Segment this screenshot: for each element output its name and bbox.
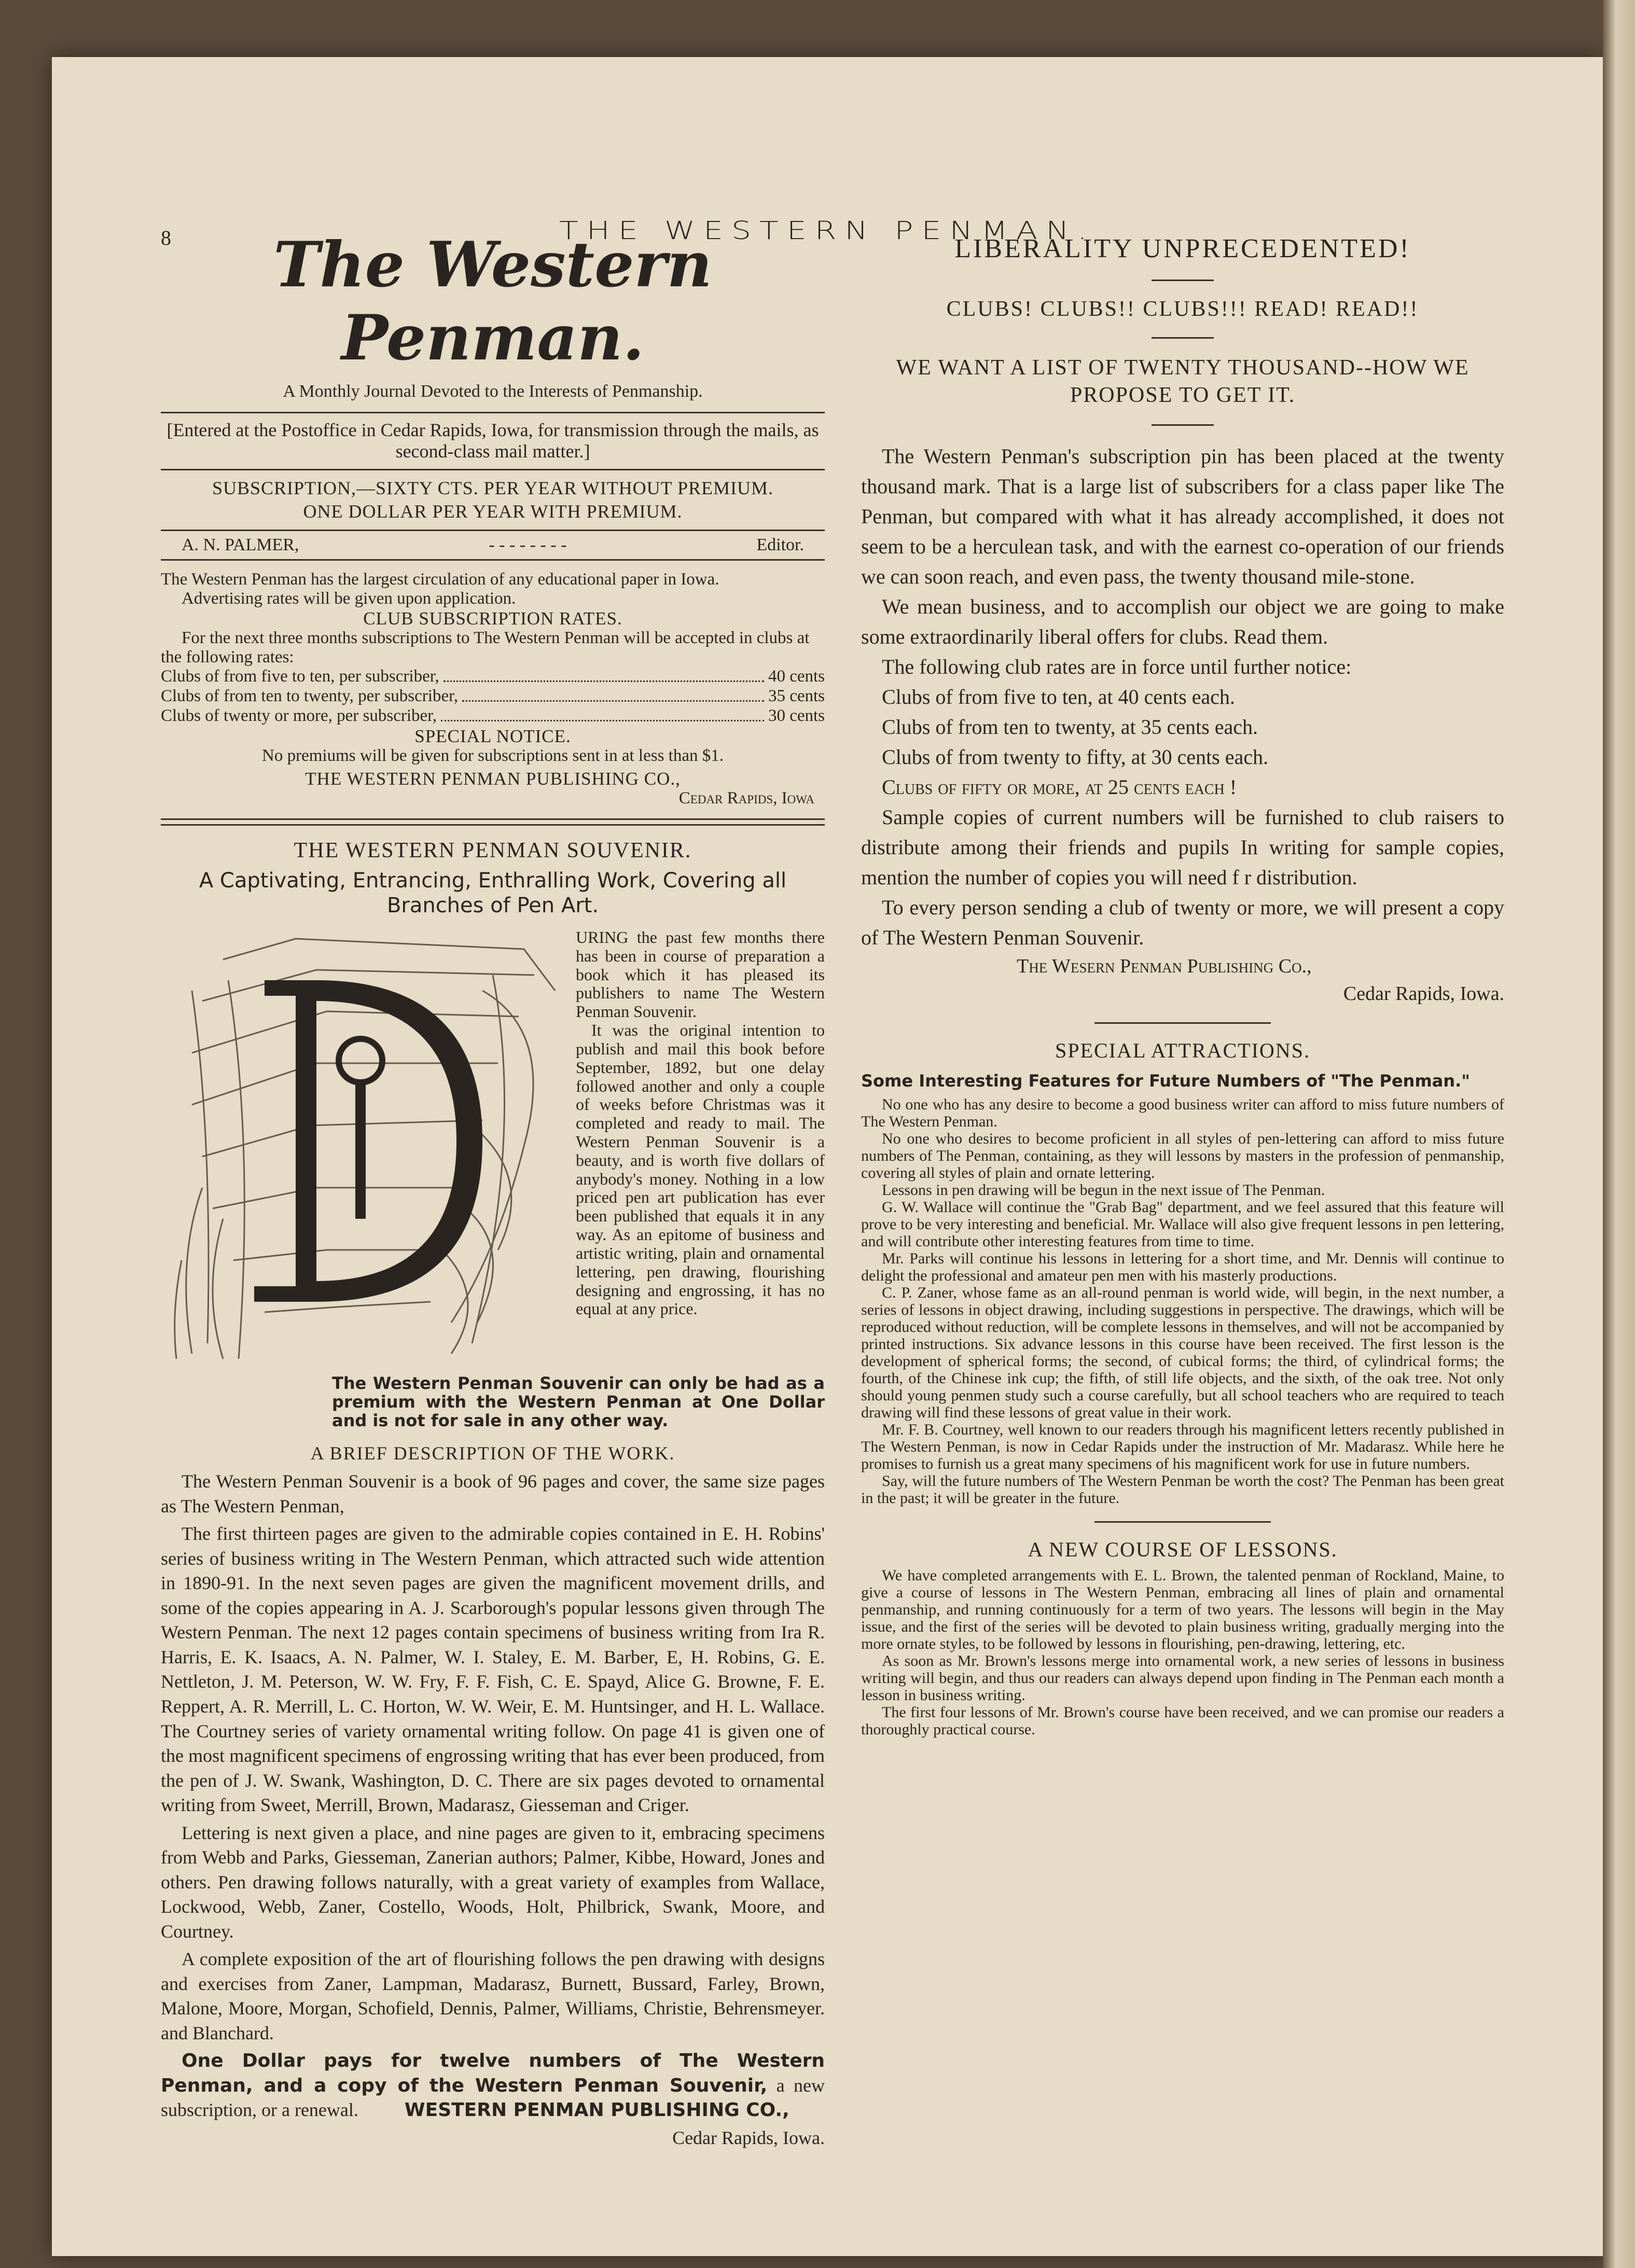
brief-description-heading: A BRIEF DESCRIPTION OF THE WORK. — [310, 1443, 675, 1464]
paragraph: Mr. F. B. Courtney, well known to our readers through his magnificent letters recently published in The Western Penman, is now in Cedar Rapids under the instruction of Mr. Madarasz. While here he promises to furnish us a great many specimens of his magnificent work for use in future numbers. — [861, 1421, 1504, 1473]
clubs-line: CLUBS! CLUBS!! CLUBS!!! READ! READ!! — [946, 297, 1419, 321]
intro-paragraph-2: It was the original intention to publish and mail this book before September, 1892, but one delay followed another and only a couple of weeks before Christmas was it completed and ready to mail. The Western Penman Souvenir is a beauty, and is worth five dollars of anybody's money. Nothing in a low priced pen art publication has ever been published that equals it in any way. As an epitome of business and artistic writing, plain and ornamental lettering, pen drawing, flourishing designing and engrossing, it has no equal at any price. — [576, 1021, 825, 1318]
signature-city: Cedar Rapids, Iowa. — [1343, 983, 1504, 1005]
editor-name: A. N. PALMER, — [182, 535, 299, 554]
special-notice-text: No premiums will be given for subscriptions sent in at less than $1. — [262, 746, 724, 765]
want-line: WE WANT A LIST OF TWENTY THOUSAND--HOW WE PROPOSE TO GET IT. — [896, 356, 1470, 407]
features-heading: Some Interesting Features for Future Numbers of "The Penman." — [861, 1071, 1470, 1091]
editor-line — [182, 535, 804, 555]
signature-publisher: The Wesern Penman Publishing Co., — [1017, 955, 1312, 977]
editor-role: Editor. — [756, 535, 804, 554]
rate-row: Clubs of twenty or more, per subscriber, 30 cents — [161, 706, 825, 725]
brief-description-body — [161, 1469, 825, 2150]
paragraph: The following club rates are in force until further notice: — [882, 655, 1352, 678]
paragraph: No one who has any desire to become a good business writer can afford to miss future numbers of The Western Penman. — [861, 1096, 1504, 1131]
rate-row: Clubs of fifty or more, at 25 cents each ! — [882, 775, 1237, 799]
rate-row: Clubs of from ten to twenty, at 35 cents each. — [882, 715, 1258, 739]
club-rates-intro: For the next three months subscriptions to The Western Penman will be accepted in clubs at the following rates: — [161, 628, 810, 666]
paragraph: A complete exposition of the art of flourishing follows the pen drawing with designs and exercises from Zaner, Lampman, Madarasz, Burnett, Bussard, Farley, Brown, Malone, Moore, Morgan, Schofield, Dennis, Palmer, Williams, Christie, Behrensmeyer. and Blanchard. — [161, 1949, 825, 2043]
entered-notice: [Entered at the Postoffice in Cedar Rapids, Iowa, for transmission through the mails, as second-class mail matter.] — [167, 420, 819, 462]
souvenir-premium-note: The Western Penman Souvenir can only be had as a premium with the Western Penman at One Dollar and is not for sale in any other way. — [332, 1373, 825, 1430]
special-attractions-heading: SPECIAL ATTRACTIONS. — [1055, 1039, 1310, 1063]
paragraph: Sample copies of current numbers will be furnished to club raisers to distribute among their friends and pupils In writing for sample copies, mention the number of copies you will need f r distribution. — [861, 805, 1504, 889]
short-divider — [1152, 280, 1214, 281]
paragraph: The first four lessons of Mr. Brown's course have been received, and we can promise our readers a thoroughly practical course. — [861, 1704, 1504, 1738]
liberality-body — [861, 441, 1504, 682]
ornamental-dropcap-d — [161, 928, 576, 1364]
liberality-headline: LIBERALITY UNPRECEDENTED! — [954, 234, 1411, 263]
new-course-heading: A NEW COURSE OF LESSONS. — [1028, 1538, 1338, 1562]
divider — [1094, 1521, 1271, 1523]
rate-row: Clubs of from twenty to fifty, at 30 cents each. — [882, 745, 1268, 769]
paragraph: The Western Penman Souvenir is a book of 96 pages and cover, the same size pages as The Western Penman, — [161, 1471, 825, 1516]
closing-offer: One Dollar pays for twelve numbers of The Western Penman, and a copy of the Western Penman Souvenir, a new subscription, or a renewal. WESTERN PENMAN PUBLISHING CO., — [161, 2050, 825, 2121]
right-column — [861, 228, 1504, 1738]
divider — [161, 530, 825, 531]
paragraph: We have completed arrangements with E. L. Brown, the talented penman of Rockland, Maine, to give a course of lessons in The Western Penman, embracing all lines of plain and ornamental penmanship, and running continuously for a term of two years. The lessons will begin in the May issue, and the first of the series will be devoted to plain business writing, gradually merging into the more ornate styles, to be followed by lessons in flourishing, pen-drawing, lettering, etc. — [861, 1567, 1504, 1653]
rate-row: Clubs of from five to ten, at 40 cents each. — [882, 685, 1235, 708]
paragraph: The first thirteen pages are given to the admirable copies contained in E. H. Robins' series of business writing in The Western Penman, which attracted such wide attention in 1890-91. In the next seven pages are given the magnificent movement drills, and some of the copies appearing in A. J. Scarborough's popular lessons given through The Western Penman. The next 12 pages contain specimens of business writing from Ira R. Harris, E. K. Isaacs, A. N. Palmer, W. I. Staley, E. M. Barber, E, H. Robins, G. E. Nettleton, J. M. Peterson, W. W. Fry, F. F. Fish, C. E. Spayd, Alice G. Browne, F. E. Reppert, A. R. Merrill, L. C. Horton, W. W. Weir, E. M. Huntsinger, and H. L. Wallace. The Courtney series of variety ornamental writing follow. On page 41 is given one of the most magnificent specimens of engrossing writing that has ever been produced, from the pen of J. W. Swank, Washington, D. C. There are six pages devoted to ornamental writing from Sweet, Merrill, Brown, Madarasz, Giesseman and Criger. — [161, 1523, 825, 1816]
divider — [161, 469, 825, 470]
publisher-city: Cedar Rapids, Iowa — [678, 788, 814, 808]
paragraph: As soon as Mr. Brown's lessons merge into ornamental work, a new series of lessons in business writing will begin, and thus our readers can always depend upon finding in The Penman each month a lesson in business writing. — [861, 1652, 1504, 1704]
paragraph: The Western Penman's subscription pin has been placed at the twenty thousand mark. That is a large list of subscribers for a class paper like The Penman, but compared with what it has already accomplished, it does not seem to be a herculean task, and with the earnest co-operation of our friends we can soon reach, and even pass, the twenty thousand mile-stone. — [861, 444, 1504, 588]
short-divider — [1152, 337, 1214, 339]
souvenir-subheading: A Captivating, Entrancing, Enthralling Work, Covering all Branches of Pen Art. — [199, 868, 787, 917]
editor-dashes: - - - - - - - - — [489, 535, 567, 554]
paragraph: G. W. Wallace will continue the "Grab Bag" department, and we feel assured that this feature will prove to be very interesting and beneficial. Mr. Wallace will also give frequent lessons in pen lettering, and will contribute other interesting features from time to time. — [861, 1199, 1504, 1250]
short-divider — [1152, 424, 1214, 426]
souvenir-intro — [161, 928, 825, 1374]
club-rates-list — [161, 667, 825, 726]
divider — [161, 559, 825, 561]
paragraph: To every person sending a club of twenty or more, we will present a copy of The Western Penman Souvenir. — [861, 896, 1504, 949]
subscription-line-2: ONE DOLLAR PER YEAR WITH PREMIUM. — [303, 500, 683, 522]
next-page-edge — [1603, 0, 1635, 2268]
souvenir-heading: THE WESTERN PENMAN SOUVENIR. — [294, 838, 692, 862]
masthead: THE WESTERN PENMAN. — [559, 216, 1096, 245]
page-number: 8 — [161, 226, 171, 249]
rate-row: Clubs of from ten to twenty, per subscriber, 35 cents — [161, 686, 825, 705]
paragraph: Mr. Parks will continue his lessons in lettering for a short time, and Mr. Dennis will continue to delight the professional and amateur pen men with his masterly productions. — [861, 1250, 1504, 1285]
paragraph: No one who desires to become proficient in all styles of pen-lettering can afford to miss future numbers of The Penman, containing, as they will lessons by masters in the profession of penmanship, covering all styles of plain and ornate lettering. — [861, 1130, 1504, 1182]
club-rates-heading: CLUB SUBSCRIPTION RATES. — [363, 608, 622, 629]
publisher-name: THE WESTERN PENMAN PUBLISHING CO., — [305, 768, 681, 789]
new-course-body — [861, 1567, 1504, 1738]
advertising-note: Advertising rates will be given upon application. — [182, 589, 516, 608]
paragraph: We mean business, and to accomplish our object we are going to make some extraordinarily liberal offers for clubs. Read them. — [861, 595, 1504, 648]
divider — [161, 412, 825, 413]
paragraph: Lettering is next given a place, and nine pages are given to it, embracing specimens from Webb and Parks, Giesseman, Zanerian authors; Palmer, Kibbe, Howard, Jones and others. Pen drawing follows naturally, with a great variety of examples from Wallace, Lockwood, Webb, Zaner, Costello, Woods, Holt, Philbrick, Swank, Moore, and Courtney. — [161, 1822, 825, 1942]
paragraph: Lessons in pen drawing will be begun in the next issue of The Penman. — [882, 1181, 1325, 1199]
paragraph: Say, will the future numbers of The Western Penman be worth the cost? The Penman has been great in the past; it will be greater in the future. — [861, 1472, 1504, 1507]
journal-title: The Western Penman. — [273, 228, 712, 374]
subscription-line-1: SUBSCRIPTION,—SIXTY CTS. PER YEAR WITHOUT PREMIUM. — [212, 477, 774, 498]
double-divider — [161, 818, 825, 826]
liberality-body-2 — [861, 802, 1504, 953]
left-column — [161, 228, 825, 2150]
special-notice-heading: SPECIAL NOTICE. — [414, 726, 571, 746]
rate-row: Clubs of from five to ten, per subscriber, 40 cents — [161, 666, 825, 686]
journal-subtitle: A Monthly Journal Devoted to the Interests of Penmanship. — [283, 382, 703, 401]
club-rates-right — [882, 682, 1504, 802]
circulation-note: The Western Penman has the largest circulation of any educational paper in Iowa. — [161, 569, 719, 589]
closing-city: Cedar Rapids, Iowa. — [672, 2127, 825, 2148]
intro-paragraph: URING the past few months there has been in course of preparation a book which it has pleased its publishers to name The Western Penman Souvenir. — [576, 927, 825, 1021]
divider — [1094, 1022, 1271, 1024]
features-body — [861, 1096, 1504, 1507]
paragraph: C. P. Zaner, whose fame as an all-round penman is world wide, will begin, in the next number, a series of lessons in object drawing, including suggestions in perspective. The drawings, which will be reproduced without reduction, will be complete lessons in themselves, and will not be accompanied by printed instructions. Six advance lessons in this course have been received. The first lesson is the development of spherical forms; the second, of cubical forms; the third, of cylindrical forms; the fourth, of the Chinese ink cup; the fifth, of still life objects, and the sixth, of the oak tree. Not only should young penmen study such a course carefully, but all school teachers who are required to teach drawing will find these lessons of great value in their work. — [861, 1284, 1504, 1422]
subscription-info — [161, 477, 825, 523]
